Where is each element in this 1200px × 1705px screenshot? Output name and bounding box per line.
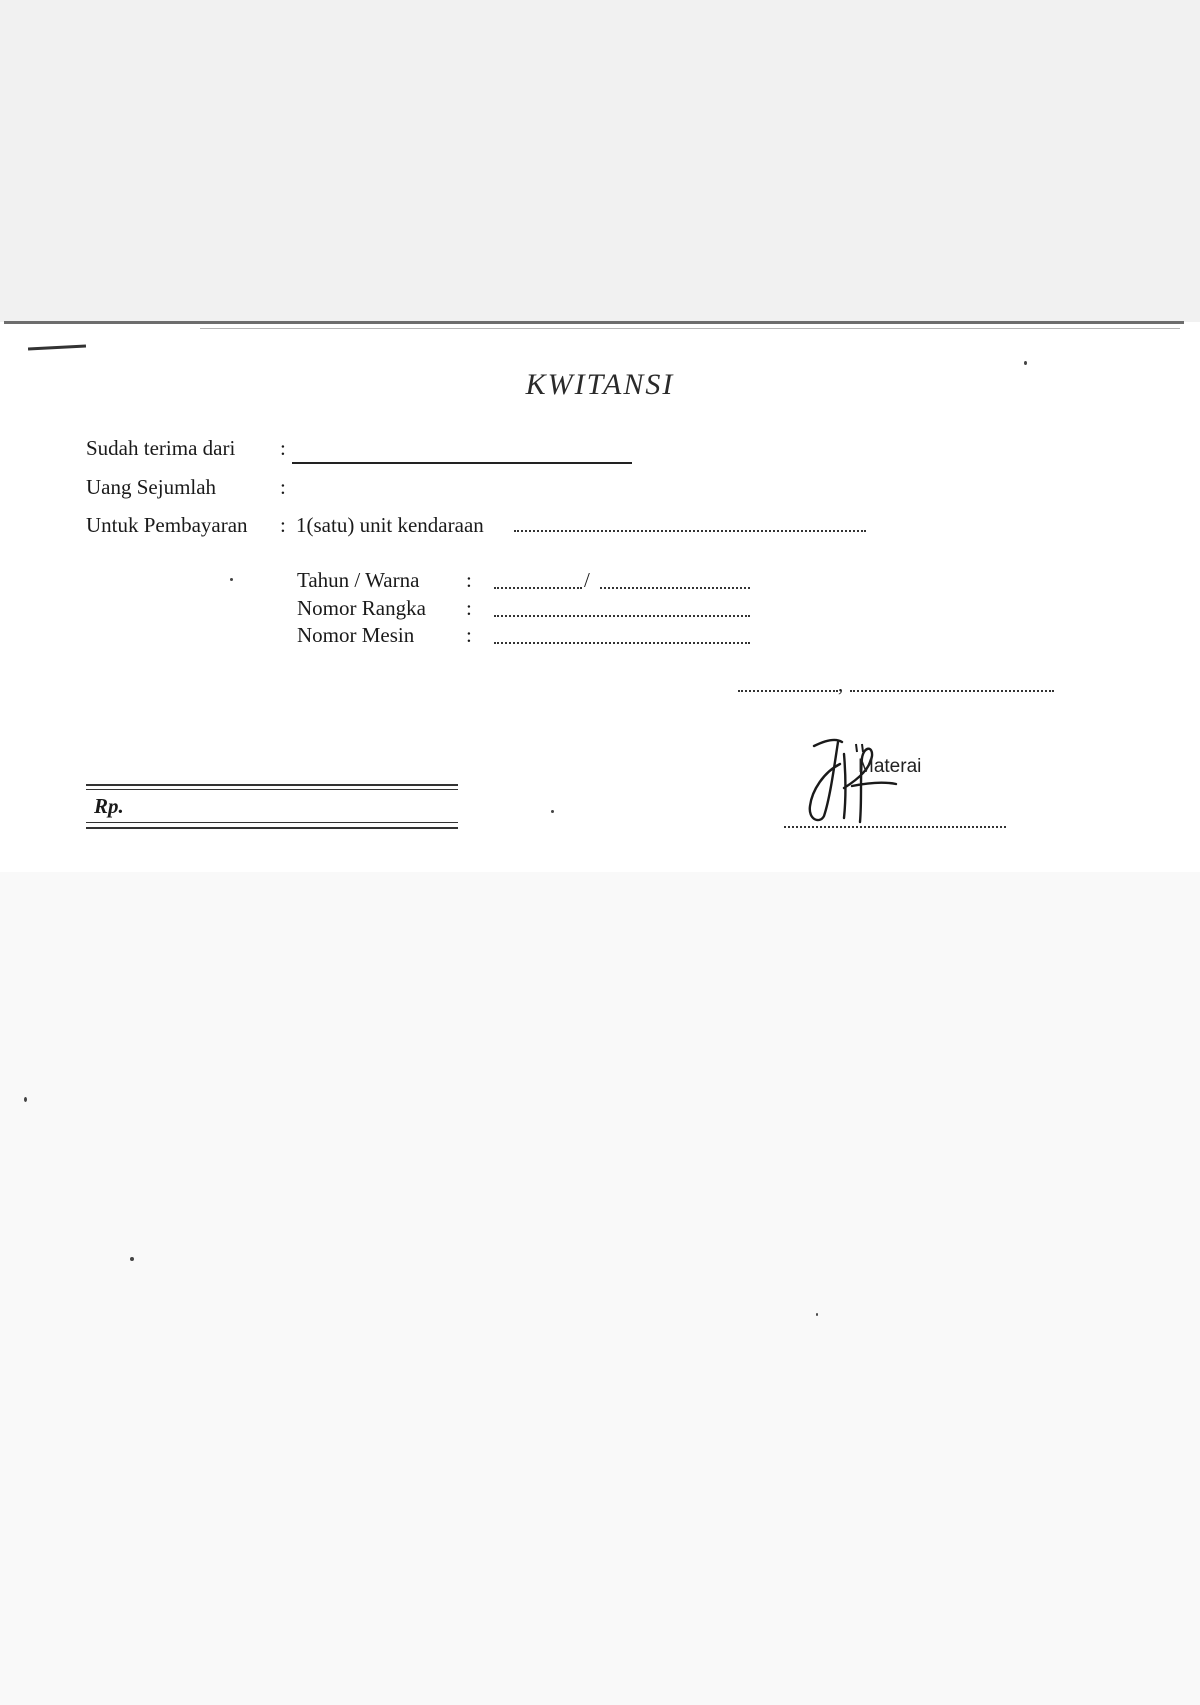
date-dotted-line bbox=[850, 690, 1054, 692]
scan-speck bbox=[230, 578, 233, 581]
amount-colon: : bbox=[280, 475, 286, 499]
scan-speck bbox=[816, 1313, 818, 1316]
color-dotted-line bbox=[600, 587, 750, 589]
scan-speck bbox=[24, 1097, 27, 1102]
paper-edge-line-secondary bbox=[200, 328, 1180, 329]
scan-background-bottom bbox=[0, 872, 1200, 1705]
frame-number-dotted-line bbox=[494, 615, 750, 617]
place-dotted-line bbox=[738, 690, 838, 692]
year-color-slash: / bbox=[584, 568, 590, 592]
payment-for-label: Untuk Pembayaran bbox=[86, 513, 248, 537]
receipt-title: KWITANSI bbox=[525, 368, 675, 401]
payment-for-value: 1(satu) unit kendaraan bbox=[296, 513, 484, 537]
rp-label: Rp. bbox=[94, 794, 124, 818]
year-dotted-line bbox=[494, 587, 582, 589]
received-from-label: Sudah terima dari bbox=[86, 436, 236, 460]
engine-number-colon: : bbox=[466, 623, 472, 647]
place-date-separator: , bbox=[838, 672, 844, 696]
engine-number-label: Nomor Mesin bbox=[297, 623, 415, 647]
payment-for-dotted-line bbox=[514, 530, 866, 532]
received-from-colon: : bbox=[280, 436, 286, 460]
engine-number-dotted-line bbox=[494, 642, 750, 644]
scan-speck bbox=[1024, 361, 1027, 365]
year-color-colon: : bbox=[466, 568, 472, 592]
signature-dotted-line bbox=[784, 826, 1006, 828]
paper-edge-line bbox=[4, 321, 1184, 324]
received-from-blank-line bbox=[292, 462, 632, 464]
frame-number-label: Nomor Rangka bbox=[297, 596, 426, 620]
year-color-label: Tahun / Warna bbox=[297, 568, 420, 592]
scan-background-top bbox=[0, 0, 1200, 322]
scan-speck bbox=[551, 810, 554, 813]
scan-speck bbox=[130, 1257, 134, 1261]
signature-mark bbox=[800, 728, 940, 828]
payment-for-colon: : bbox=[280, 513, 286, 537]
amount-label: Uang Sejumlah bbox=[86, 475, 217, 499]
stamp-duty-label: Materai bbox=[858, 756, 922, 777]
amount-box bbox=[86, 784, 458, 824]
frame-number-colon: : bbox=[466, 596, 472, 620]
